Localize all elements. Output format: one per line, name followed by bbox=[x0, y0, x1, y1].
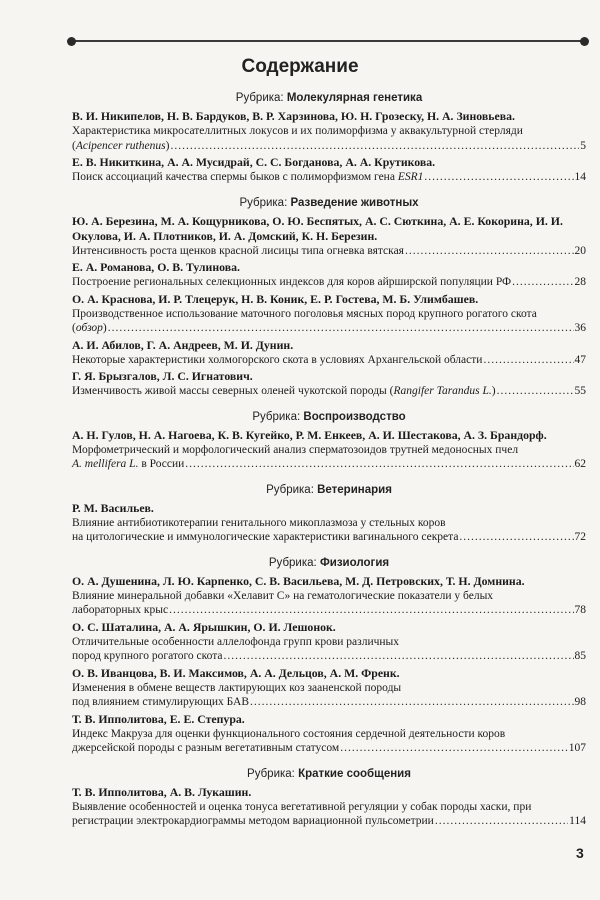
title-fragment: джерсейской породы с разным вегетативным статусом bbox=[72, 742, 340, 754]
entry-title-line bbox=[72, 530, 586, 545]
title-fragment: лабораторных крыс bbox=[72, 604, 169, 616]
title-fragment: ) bbox=[491, 385, 496, 397]
entry-title-line bbox=[72, 321, 586, 336]
toc-entry[interactable] bbox=[72, 155, 586, 185]
toc-entry[interactable] bbox=[72, 501, 586, 545]
entry-title-line bbox=[72, 353, 586, 368]
toc-section bbox=[72, 557, 586, 756]
entry-authors: Ю. А. Березина, М. А. Кощурникова, О. Ю. Беспятых, А. С. Сюткина, А. Е. Кокорина, И. И. Окулова, И. А. Плотников, И. А. Домский, К. Н. Березин. bbox=[72, 213, 563, 243]
title-fragment: на цитологические и иммунологические характеристики вагинального секрета bbox=[72, 531, 459, 543]
title-fragment: ) bbox=[165, 139, 170, 152]
entry-title-line bbox=[72, 244, 586, 259]
title-fragment: Изменения в обмене веществ лактирующих коз зааненской породы bbox=[72, 681, 402, 694]
entry-title-line bbox=[72, 814, 586, 829]
header-rule bbox=[70, 40, 586, 42]
rubric-heading bbox=[72, 411, 586, 423]
toc-section bbox=[72, 197, 586, 399]
rubric-name: Ветеринария bbox=[317, 483, 392, 496]
entry-page-number[interactable]: 78 bbox=[574, 604, 586, 616]
dot-leader bbox=[424, 170, 573, 185]
toc-entry[interactable] bbox=[72, 260, 586, 290]
title-fragment: под влиянием стимулирующих БАВ bbox=[72, 696, 250, 708]
dot-leader bbox=[435, 814, 568, 829]
toc-entry[interactable] bbox=[72, 428, 586, 472]
dot-leader bbox=[459, 530, 573, 545]
toc-entry[interactable] bbox=[72, 292, 586, 336]
toc-entry[interactable] bbox=[72, 666, 586, 710]
toc-entry[interactable] bbox=[72, 369, 586, 399]
entry-page-number[interactable]: 36 bbox=[574, 322, 586, 334]
rubric-heading bbox=[72, 484, 586, 496]
entry-title-line bbox=[72, 124, 586, 139]
entry-title-text bbox=[72, 681, 401, 696]
rubric-heading bbox=[72, 92, 586, 104]
dot-leader bbox=[170, 139, 579, 154]
entry-page-number[interactable]: 5 bbox=[580, 139, 586, 152]
title-fragment: Характеристика микросателлитных локусов и их полиморфизма у аквакультурной стерляди bbox=[72, 125, 523, 137]
rubric-name: Физиология bbox=[319, 556, 390, 569]
entry-page-number[interactable]: 14 bbox=[574, 171, 586, 183]
title-fragment: пород крупного рогатого скота bbox=[72, 650, 223, 662]
entry-title-line bbox=[72, 603, 586, 618]
title-fragment: Морфометрический и морфологический анализ сперматозоидов трутней медоносных пчел bbox=[72, 443, 519, 456]
entry-title-line bbox=[72, 170, 586, 185]
dot-leader bbox=[108, 321, 574, 336]
entry-title-text bbox=[72, 384, 496, 399]
entry-title-text bbox=[72, 170, 423, 185]
entry-title-line bbox=[72, 275, 586, 290]
italic-term: A. mellifera L. bbox=[72, 458, 139, 470]
title-fragment: в России bbox=[138, 458, 185, 470]
entry-authors: Е. А. Романова, О. В. Тулинова. bbox=[72, 260, 240, 274]
entry-title-line bbox=[72, 384, 586, 399]
title-fragment: Построение региональных селекционных индексов для коров айрширской популяции РФ bbox=[72, 276, 512, 288]
dot-leader bbox=[512, 275, 573, 290]
title-fragment: Индекс Макруза для оценки функционального состояния сердечной деятельности коров bbox=[72, 727, 506, 740]
toc-section bbox=[72, 484, 586, 545]
italic-term: Rangifer Tarandus L. bbox=[393, 385, 492, 397]
entry-authors: А. Н. Гулов, Н. А. Нагоева, К. В. Кугейко, Р. М. Енкеев, А. И. Шестакова, А. З. Брандорф. bbox=[72, 427, 547, 442]
rubric-heading bbox=[72, 197, 586, 209]
toc-entry[interactable] bbox=[72, 338, 586, 368]
entry-authors: В. И. Никипелов, Н. В. Бардуков, В. Р. Харзинова, Ю. Н. Грозеску, Н. А. Зиновьева. bbox=[72, 109, 515, 123]
dot-leader bbox=[224, 649, 574, 664]
rubric-prefix: Рубрика: bbox=[247, 767, 295, 780]
toc-content bbox=[72, 92, 586, 841]
entry-title-text bbox=[72, 800, 531, 815]
entry-authors: Т. В. Ипполитова, Е. Е. Степура. bbox=[72, 711, 245, 726]
entry-authors: О. С. Шаталина, А. А. Ярышкин, О. И. Лешонок. bbox=[72, 619, 336, 634]
toc-entry[interactable] bbox=[72, 214, 586, 259]
entry-title-text bbox=[72, 443, 518, 458]
entry-title-line bbox=[72, 695, 586, 710]
entry-title-text bbox=[72, 353, 482, 368]
title-fragment: Выявление особенностей и оценка тонуса вегетативной регуляции у собак породы хаски, при bbox=[72, 800, 532, 813]
italic-term: Acipencer ruthenus bbox=[75, 139, 166, 152]
rubric-prefix: Рубрика: bbox=[266, 483, 314, 496]
rubric-prefix: Рубрика: bbox=[239, 196, 288, 209]
title-fragment: ) bbox=[102, 322, 107, 334]
title-fragment: Изменчивость живой массы северных оленей чукотской породы ( bbox=[72, 385, 394, 397]
entry-page-number[interactable]: 62 bbox=[574, 458, 586, 470]
entry-title-text bbox=[72, 727, 505, 742]
entry-page-number[interactable]: 107 bbox=[568, 742, 586, 754]
entry-page-number[interactable]: 47 bbox=[574, 353, 586, 366]
toc-entry[interactable] bbox=[72, 785, 586, 829]
entry-authors: Е. В. Никиткина, А. А. Мусидрай, С. С. Богданова, А. А. Крутикова. bbox=[72, 155, 436, 169]
rule-dot-left bbox=[67, 37, 76, 46]
entry-title-line bbox=[72, 443, 586, 458]
entry-title-line bbox=[72, 307, 586, 322]
entry-title-text bbox=[72, 516, 446, 531]
dot-leader bbox=[405, 244, 574, 259]
title-fragment: Интенсивность роста щенков красной лисицы типа огневка вятская bbox=[72, 244, 404, 257]
rubric-name: Воспроизводство bbox=[303, 410, 406, 423]
dot-leader bbox=[250, 695, 573, 710]
entry-page-number[interactable]: 114 bbox=[569, 815, 586, 827]
entry-authors: Р. М. Васильев. bbox=[72, 500, 154, 515]
italic-term: обзор bbox=[75, 322, 103, 334]
entry-page-number[interactable]: 85 bbox=[574, 650, 586, 662]
entry-title-text bbox=[72, 244, 404, 259]
rubric-prefix: Рубрика: bbox=[235, 92, 284, 104]
toc-entry[interactable] bbox=[72, 620, 586, 664]
title-fragment: Производственное использование маточного поголовья мясных пород крупного рогатого скота bbox=[72, 307, 537, 320]
entry-title-line bbox=[72, 741, 586, 756]
toc-section bbox=[72, 92, 586, 185]
italic-term: ESR1 bbox=[397, 171, 424, 183]
entry-title-text bbox=[72, 321, 107, 336]
entry-authors: А. И. Абилов, Г. А. Андреев, М. И. Дунин. bbox=[72, 337, 294, 352]
dot-leader bbox=[340, 741, 568, 756]
rubric-heading bbox=[72, 557, 586, 569]
entry-title-text bbox=[72, 457, 184, 472]
page-number: 3 bbox=[576, 845, 584, 861]
entry-title-line bbox=[72, 457, 586, 472]
rubric-prefix: Рубрика: bbox=[268, 556, 317, 569]
dot-leader bbox=[483, 353, 573, 368]
entry-title-line bbox=[72, 139, 586, 154]
entry-title-line bbox=[72, 681, 586, 696]
entry-title-line bbox=[72, 589, 586, 604]
entry-title-text bbox=[72, 139, 169, 154]
dot-leader bbox=[497, 384, 574, 399]
entry-title-text bbox=[72, 589, 493, 604]
entry-title-text bbox=[72, 649, 223, 664]
entry-authors: О. А. Душенина, Л. Ю. Карпенко, С. В. Васильева, М. Д. Петровских, Т. Н. Домнина. bbox=[72, 573, 525, 588]
entry-authors: Г. Я. Брызгалов, Л. С. Игнатович. bbox=[72, 369, 253, 383]
entry-authors: Т. В. Ипполитова, А. В. Лукашин. bbox=[72, 784, 252, 799]
entry-title-line bbox=[72, 727, 586, 742]
title-fragment: Влияние минеральной добавки «Хелавит С» на гематологические показатели у белых bbox=[72, 589, 494, 602]
rule-dot-right bbox=[580, 37, 589, 46]
rubric-name: Разведение животных bbox=[290, 196, 419, 209]
entry-title-text bbox=[72, 814, 434, 829]
rubric-prefix: Рубрика: bbox=[252, 410, 301, 423]
entry-title-line bbox=[72, 800, 586, 815]
title-fragment: Влияние антибиотикотерапии генитального микоплазмоза у стельных коров bbox=[72, 516, 446, 529]
toc-section bbox=[72, 768, 586, 829]
toc-section bbox=[72, 411, 586, 472]
title-fragment: регистрации электрокардиограммы методом вариационной пульсометрии bbox=[72, 815, 434, 827]
entry-title-text bbox=[72, 695, 249, 710]
entry-page-number[interactable]: 55 bbox=[574, 385, 586, 397]
entry-page-number[interactable]: 28 bbox=[574, 276, 586, 288]
title-fragment: Некоторые характеристики холмогорского скота в условиях Архангельской области bbox=[72, 353, 483, 366]
title-fragment: ( bbox=[72, 139, 76, 152]
entry-page-number[interactable]: 20 bbox=[574, 244, 586, 257]
entry-title-text bbox=[72, 741, 339, 756]
title-fragment: Отличительные особенности аллелофонда групп крови различных bbox=[72, 635, 400, 648]
entry-title-text bbox=[72, 603, 168, 618]
entry-authors: О. А. Краснова, И. Р. Тлецерук, Н. В. Коник, Е. Р. Гостева, М. Б. Улимбашев. bbox=[72, 291, 479, 306]
rubric-name: Краткие сообщения bbox=[298, 767, 411, 780]
entry-title-line bbox=[72, 649, 586, 664]
toc-entry[interactable] bbox=[72, 574, 586, 618]
entry-page-number[interactable]: 98 bbox=[574, 696, 586, 708]
entry-title-text bbox=[72, 124, 523, 139]
toc-entry[interactable] bbox=[72, 712, 586, 756]
entry-page-number[interactable]: 72 bbox=[574, 531, 586, 543]
title-fragment: ( bbox=[72, 322, 76, 334]
entry-authors: О. В. Иванцова, В. И. Максимов, А. А. Дельцов, А. М. Френк. bbox=[72, 665, 400, 680]
entry-title-text bbox=[72, 307, 537, 322]
title-fragment: Поиск ассоциаций качества спермы быков с полиморфизмом гена bbox=[72, 171, 398, 183]
entry-title-line bbox=[72, 635, 586, 650]
entry-title-line bbox=[72, 516, 586, 531]
dot-leader bbox=[185, 457, 573, 472]
page-title: Содержание bbox=[241, 56, 359, 77]
entry-title-text bbox=[72, 635, 399, 650]
entry-title-text bbox=[72, 530, 458, 545]
rubric-name: Молекулярная генетика bbox=[286, 92, 423, 104]
rubric-heading bbox=[72, 768, 586, 780]
entry-title-text bbox=[72, 275, 511, 290]
dot-leader bbox=[169, 603, 573, 618]
toc-entry[interactable] bbox=[72, 109, 586, 153]
